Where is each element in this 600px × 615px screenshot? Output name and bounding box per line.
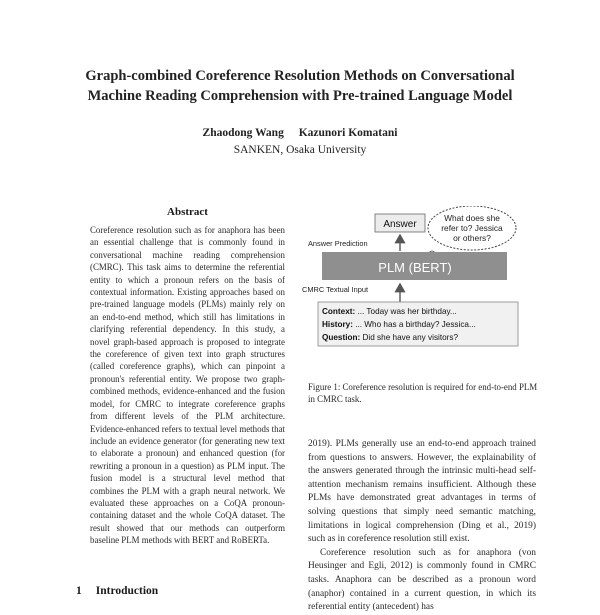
title-line-2: Machine Reading Comprehension with Pre-trained Language Model [87,88,513,104]
context-value: ... Today was her birthday... [355,307,457,316]
section-title: Introduction [95,585,159,597]
affiliation: SANKEN, Osaka University [233,144,367,156]
author-2: Kazunori Komatani [298,127,398,139]
figure-caption: Figure 1: Coreference resolution is required for end-to-end PLM in CMRC task. [308,382,538,404]
abstract-heading: Abstract [167,206,208,218]
question-line [322,333,459,342]
context-line [322,307,457,316]
question-key: Question: [322,333,361,342]
right-paragraph-2: Coreference resolution such as for anaphora (von Heusinger and Egli, 2012) is commonly found in CMRC tasks. Anaphora can be described as a pronoun word (anaphor) contained in a current question, in which its referential entity (antecedent) has [308,547,536,613]
answer-label: Answer [383,219,417,230]
author-list [0,126,600,141]
section-heading [76,585,158,597]
thought-line-1: What does she [444,213,500,223]
history-key: History: [322,320,353,329]
figure-1 [300,206,540,376]
question-value: Did she have any visitors? [360,333,459,342]
history-value: ... Who has a birthday? Jessica... [352,320,476,329]
abstract-text: Coreference resolution such as for anaphora has been an essential challenge that is commonly found in conversational machine reading comprehension (CMRC). This task aims to determine the referential entity to which a pronoun refers on the basis of contextual information. Existing approaches based on pre-trained language models (PLMs) mainly rely on an end-to-end method, which still has limitations in clarifying referential dependency. In this study, a novel graph-based approach is proposed to integrate the coreference of given text into graph structures (called coreference graphs), which can pinpoint a pronoun's referential entity. We propose two graph-combined methods, evidence-enhanced and the fusion model, for CMRC to integrate coreference graphs from different levels of the PLM architecture. Evidence-enhanced refers to textual level methods that include an evidence generator (for generating new text to elaborate a pronoun) and enhanced question (for rewriting a pronoun in a question) as PLM input. The fusion model is a structural level method that combines the PLM with a graph neural network. We evaluated these approaches on a CoQA pronoun-containing dataset and the whole CoQA dataset. The result showed that our methods can outperform baseline PLM methods with BERT and RoBERTa. [90,225,285,546]
section-number: 1 [76,585,82,597]
right-paragraph-1: 2019). PLMs generally use an end-to-end approach trained from questions to answers. However, the explainability of the answers generated through the intrinsic multi-head self-attention mechanism remains insufficient. Although these PLMs have demonstrated great advantages in terms of solving questions that simply need semantic matching, limitations in logical comprehension (Ding et al., 2019) such as in coreference resolution still exist. [308,439,536,545]
context-key: Context: [322,307,356,316]
paper-title [40,66,560,106]
thought-line-3: or others? [453,233,491,243]
author-1: Zhaodong Wang [202,127,284,139]
history-line [322,320,476,329]
thought-line-2: refer to? Jessica [441,223,503,233]
title-line-1: Graph-combined Coreference Resolution Methods on Conversational [85,68,515,84]
plm-label: PLM (BERT) [378,260,452,275]
right-column-text [308,438,536,615]
answer-prediction-label: Answer Prediction [308,239,368,248]
input-label: CMRC Textual Input [302,285,368,294]
